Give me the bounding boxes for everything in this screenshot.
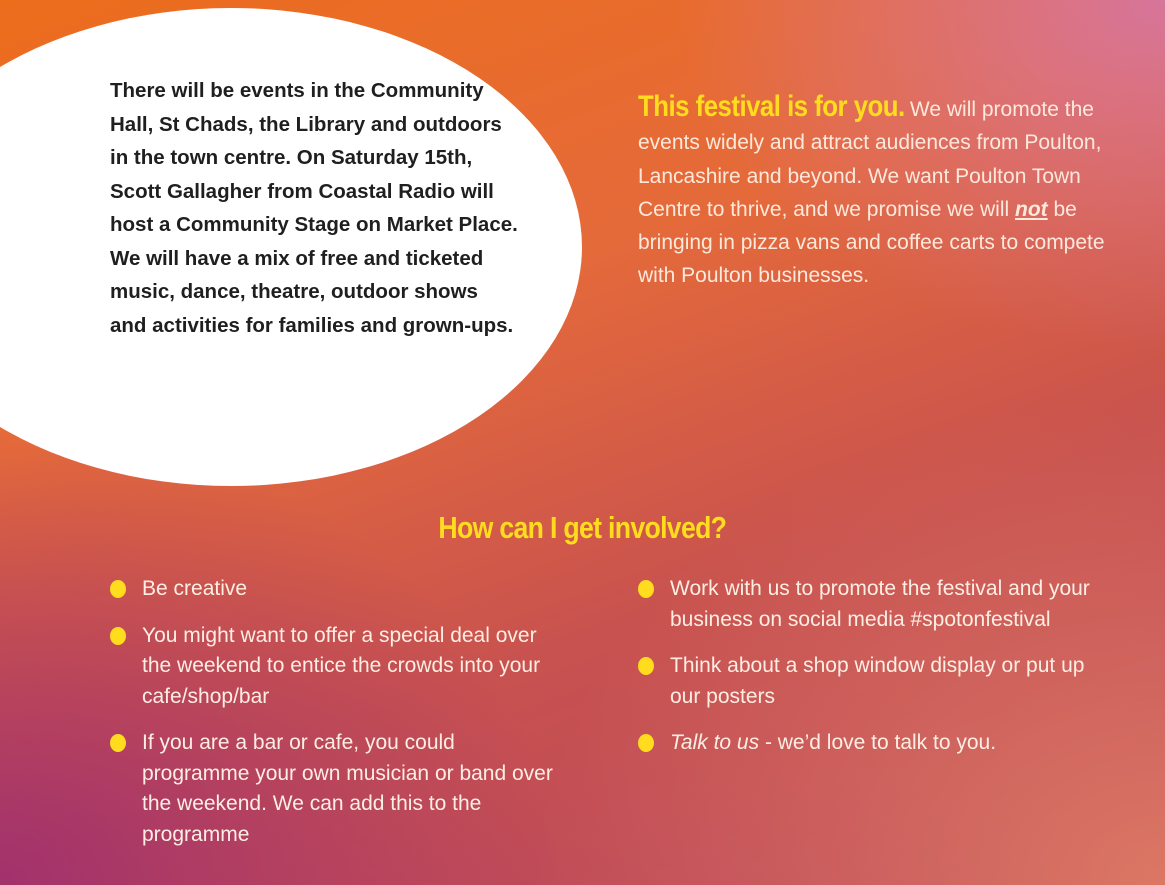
list-item	[638, 728, 1098, 759]
talk-to-us-text: Talk to us	[670, 731, 760, 754]
list-item	[638, 574, 1098, 635]
list-item	[638, 651, 1098, 712]
involved-list-right	[638, 574, 1098, 775]
bullet-dot-icon	[110, 734, 126, 752]
list-item-text: Be creative	[142, 577, 248, 600]
intro-text-before: We will promote the events widely and attract audiences from Poulton, Lancashire and beyond. We want Poulton Town Centre to thrive, and we promise we will	[638, 98, 1102, 221]
events-description: There will be events in the Community Hall, St Chads, the Library and outdoors in the town centre. On Saturday 15th, Scott Gallagher from Coastal Radio will host a Community Stage on Market Place. We will have a mix of free and ticketed music, dance, theatre, outdoor shows and activities for families and grown-ups.	[110, 79, 518, 337]
list-item	[110, 728, 560, 850]
bullet-dot-icon	[110, 627, 126, 645]
intro-headline: This festival is for you.	[638, 90, 905, 123]
list-item-text: Think about a shop window display or put up our posters	[670, 654, 1085, 708]
bullet-dot-icon	[110, 580, 126, 598]
list-item-text: If you are a bar or cafe, you could programme your own musician or band over the weekend. We can add this to the programme	[142, 731, 553, 846]
list-item-text: Work with us to promote the festival and your business on social media #spotonfestival	[670, 577, 1090, 631]
bullet-dot-icon	[638, 657, 654, 675]
involved-title-text: How can I get involved?	[438, 510, 727, 545]
bullet-dot-icon	[638, 734, 654, 752]
list-item	[110, 621, 560, 713]
intro-text-after: be bringing in pizza vans and coffee carts to compete with Poulton businesses.	[638, 197, 1105, 288]
list-item	[110, 574, 560, 605]
list-item-text: - we’d love to talk to you.	[759, 731, 997, 754]
bullet-dot-icon	[638, 580, 654, 598]
involved-list-left	[110, 574, 560, 866]
intro-emphasis: not	[1015, 197, 1048, 221]
list-item-text: You might want to offer a special deal over the weekend to entice the crowds into your cafe/shop/bar	[142, 623, 541, 708]
intro-paragraph	[638, 90, 1108, 293]
involved-title	[0, 510, 1165, 546]
